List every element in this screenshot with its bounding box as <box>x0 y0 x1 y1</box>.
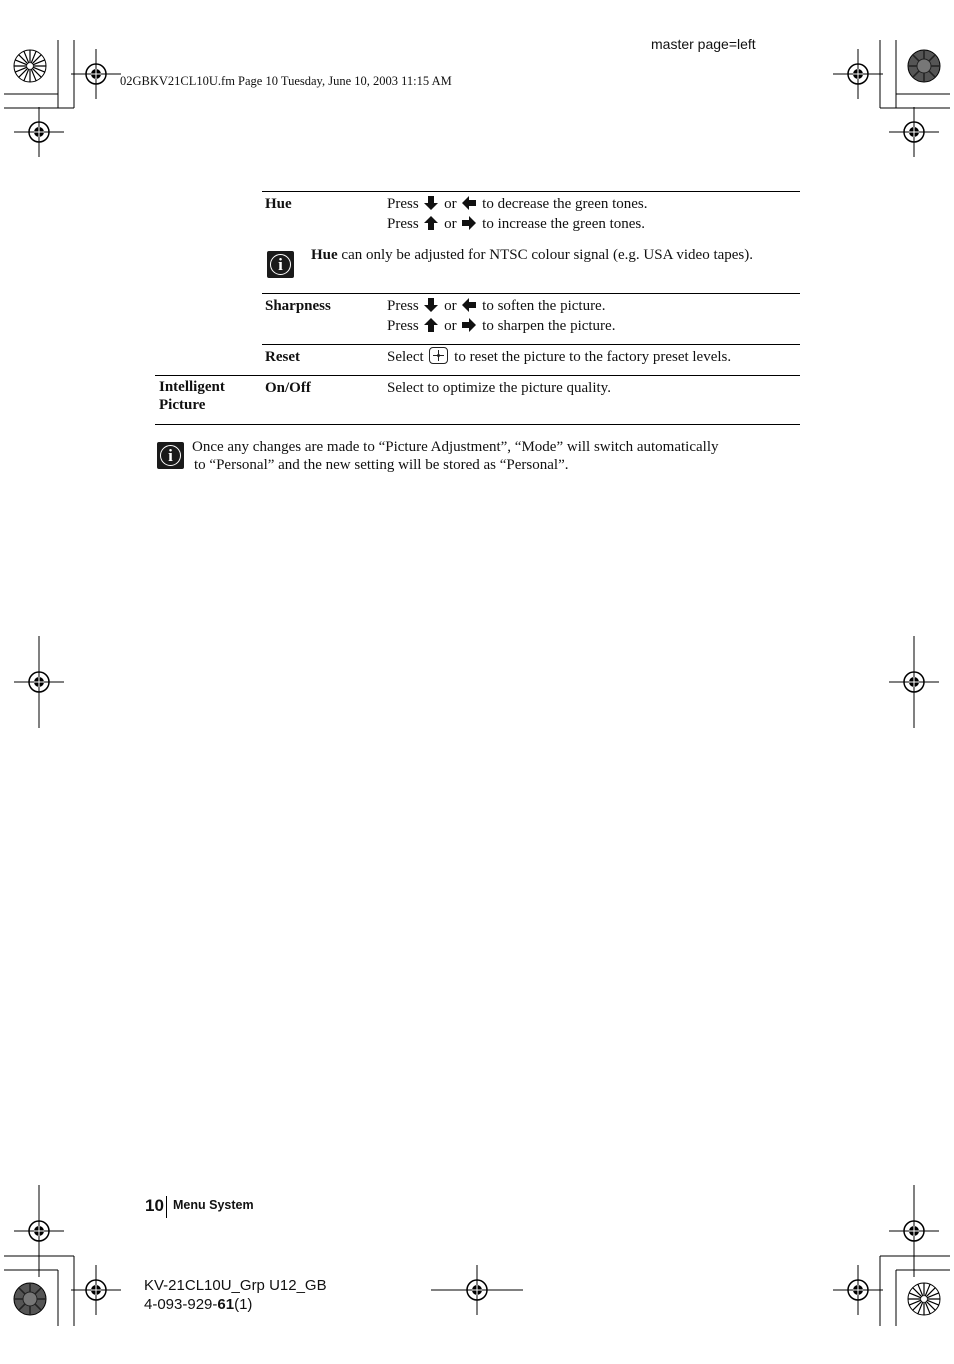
hue-increase-text: to increase the green tones. <box>482 216 646 232</box>
registration-mark-icon <box>889 107 939 157</box>
info-icon: i <box>157 442 184 469</box>
registration-mark-icon <box>889 1185 939 1277</box>
registration-mark-icon <box>14 1185 64 1277</box>
registration-mark-icon <box>833 49 883 99</box>
sharpness-label: Sharpness <box>265 298 331 314</box>
master-page-label: master page=left <box>651 36 756 52</box>
print-color-wheel-icon <box>13 1282 47 1316</box>
file-info-line: 02GBKV21CL10U.fm Page 10 Tuesday, June 10, 2003 11:15 AM <box>120 74 452 88</box>
part-number-suffix: (1) <box>234 1296 253 1313</box>
hue-note-bold: Hue <box>311 247 338 263</box>
intelligent-picture-label-line2: Picture <box>159 397 206 413</box>
print-color-wheel-icon <box>13 49 47 83</box>
press-text: Press <box>387 318 419 334</box>
note-line1: Once any changes are made to “Picture Adjustment”, “Mode” will switch automatically <box>192 439 719 455</box>
or-text: or <box>444 196 457 212</box>
or-text: or <box>444 318 457 334</box>
print-color-wheel-icon <box>907 49 941 83</box>
hue-label: Hue <box>265 196 292 212</box>
intelligent-picture-desc: Select to optimize the picture quality. <box>387 380 611 396</box>
hue-decrease-text: to decrease the green tones. <box>482 196 648 212</box>
print-color-wheel-icon <box>907 1282 941 1316</box>
intelligent-picture-label-line1: Intelligent <box>159 379 225 395</box>
page-number: 10 <box>145 1196 164 1215</box>
registration-mark-icon <box>71 49 121 99</box>
registration-mark-icon <box>889 636 939 728</box>
press-text: Press <box>387 298 419 314</box>
press-text: Press <box>387 216 419 232</box>
or-text: or <box>444 216 457 232</box>
model-line1: KV-21CL10U_Grp U12_GB <box>144 1277 327 1294</box>
sharpness-sharpen-text: to sharpen the picture. <box>482 318 616 334</box>
registration-mark-icon <box>14 107 64 157</box>
note-line2: to “Personal” and the new setting will be stored as “Personal”. <box>194 457 569 473</box>
reset-desc-text: to reset the picture to the factory preset levels. <box>454 349 732 365</box>
press-text: Press <box>387 196 419 212</box>
or-text: or <box>444 298 457 314</box>
part-number: 4-093-929- <box>144 1296 218 1313</box>
reset-label: Reset <box>265 349 300 365</box>
info-icon: i <box>267 251 294 278</box>
part-number-bold: 61 <box>217 1296 235 1313</box>
select-text: Select <box>387 349 424 365</box>
registration-mark-icon <box>833 1265 883 1315</box>
sharpness-soften-text: to soften the picture. <box>482 298 606 314</box>
registration-mark-icon <box>71 1265 121 1315</box>
registration-mark-icon <box>14 636 64 728</box>
on-off-option: On/Off <box>265 380 311 396</box>
hue-note-text: can only be adjusted for NTSC colour signal (e.g. USA video tapes). <box>341 247 754 263</box>
section-name: Menu System <box>173 1198 254 1212</box>
registration-mark-icon <box>431 1265 523 1315</box>
